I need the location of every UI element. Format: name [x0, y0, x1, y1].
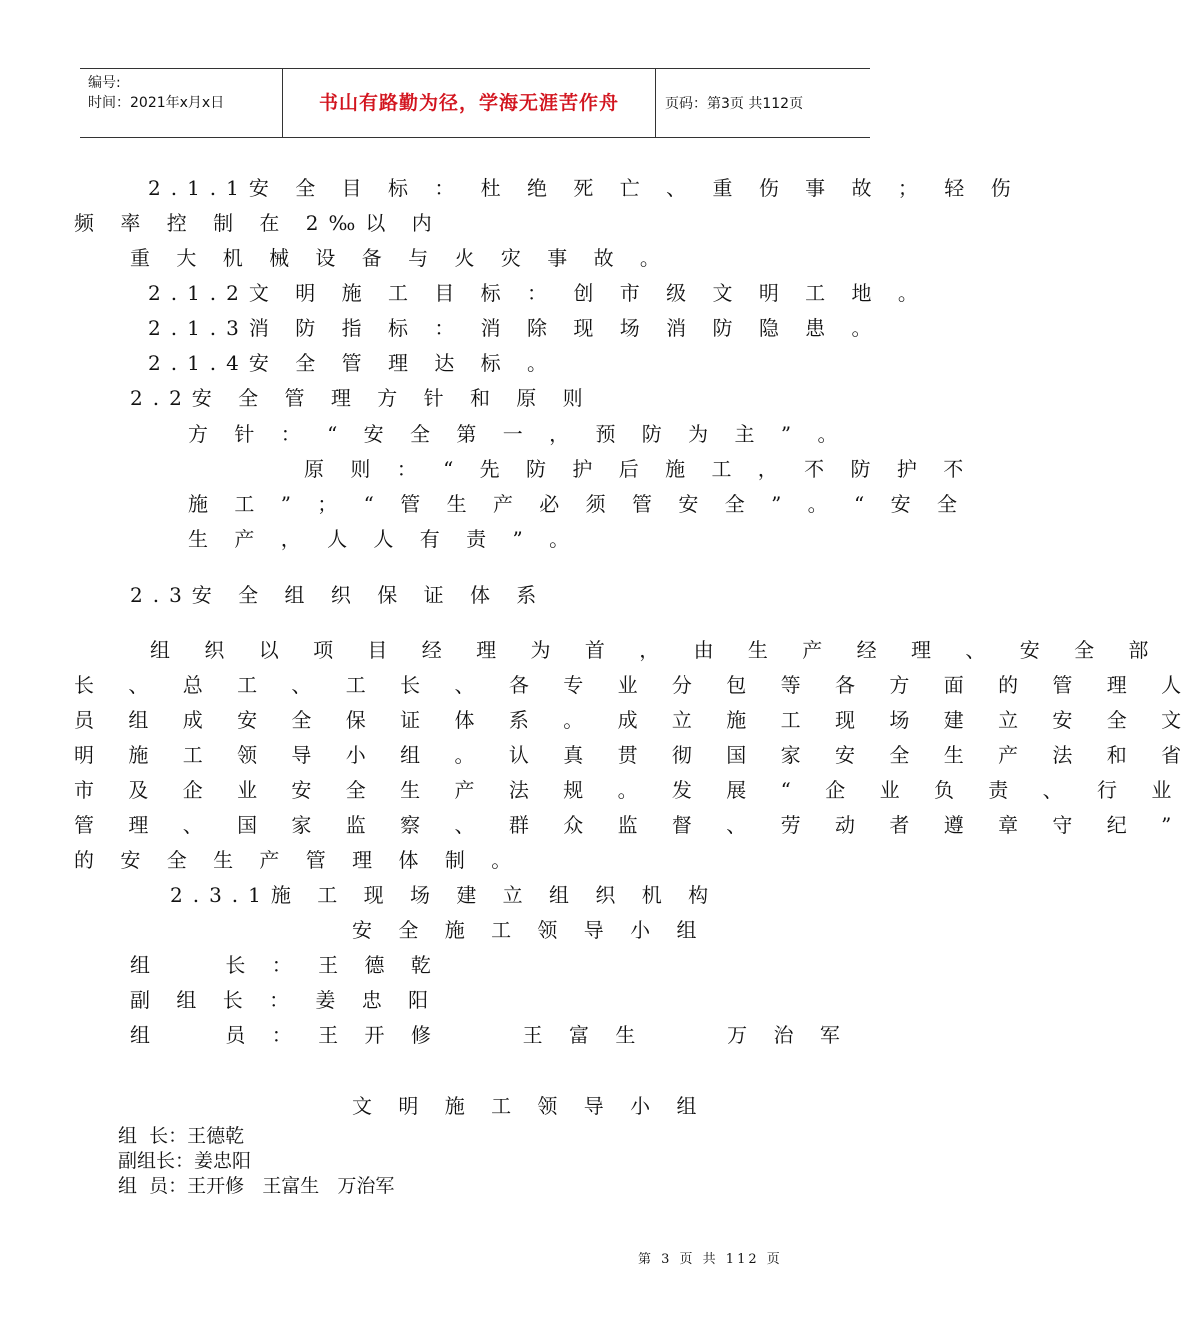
- header-page-info: 页码：第3页 共112页: [665, 96, 804, 112]
- text-line: 2.1.3消 防 指 标 ： 消 除 现 场 消 防 隐 患 。: [148, 316, 882, 340]
- group-title: 文 明 施 工 领 导 小 组: [352, 1094, 707, 1118]
- text-line: 频 率 控 制 在 2‰以 内: [74, 211, 442, 235]
- group-members: 组 员：王开修 王富生 万治军: [118, 1175, 395, 1197]
- group-title: 安 全 施 工 领 导 小 组: [352, 918, 707, 942]
- paragraph-line: 管 理 、 国 家 监 察 、 群 众 监 督 、 劳 动 者 遵 章 守 纪 ”: [74, 813, 1186, 837]
- text-line: 2.1.1安 全 目 标 ： 杜 绝 死 亡 、 重 伤 事 故 ； 轻 伤: [148, 176, 1021, 200]
- paragraph-line: 组 织 以 项 目 经 理 为 首 ， 由 生 产 经 理 、 安 全 部: [150, 638, 1163, 662]
- paragraph-line: 员 组 成 安 全 保 证 体 系 。 成 立 施 工 现 场 建 立 安 全 文: [74, 708, 1195, 732]
- text-line: 原 则 ： “ 先 防 护 后 施 工 ， 不 防 护 不: [304, 457, 974, 481]
- group-leader: 组 长 ： 王 德 乾: [130, 953, 441, 977]
- text-line: 重 大 机 械 设 备 与 火 灾 事 故 。: [130, 246, 670, 270]
- group-deputy: 副组长：姜忠阳: [118, 1150, 252, 1172]
- header-motto: 书山有路勤为径，学海无涯苦作舟: [318, 92, 619, 114]
- subsection-heading: 2.3.1施 工 现 场 建 立 组 织 机 构: [170, 883, 719, 907]
- text-line: 方 针 ： “ 安 全 第 一 ， 预 防 为 主 ” 。: [188, 422, 848, 446]
- text-line: 生 产 ， 人 人 有 责 ” 。: [188, 527, 580, 551]
- group-deputy: 副 组 长 ： 姜 忠 阳: [130, 988, 439, 1012]
- section-heading: 2.3安 全 组 织 保 证 体 系: [130, 583, 547, 607]
- paragraph-line: 市 及 企 业 安 全 生 产 法 规 。 发 展 “ 企 业 负 责 、 行 业: [74, 778, 1186, 802]
- number-label: 编号:: [88, 75, 121, 91]
- time-label: 时间：2021年x月x日: [88, 95, 225, 111]
- section-heading: 2.2安 全 管 理 方 针 和 原 则: [130, 386, 593, 410]
- paragraph-line: 长 、 总 工 、 工 长 、 各 专 业 分 包 等 各 方 面 的 管 理 人: [74, 673, 1195, 697]
- text-line: 施 工 ” ； “ 管 生 产 必 须 管 安 全 ” 。 “ 安 全: [188, 492, 967, 516]
- paragraph-line: 明 施 工 领 导 小 组 。 认 真 贯 彻 国 家 安 全 生 产 法 和 省: [74, 743, 1195, 767]
- header-left-cell: [88, 73, 224, 113]
- paragraph-line: 的 安 全 生 产 管 理 体 制 。: [74, 848, 522, 872]
- group-leader: 组 长：王德乾: [118, 1125, 245, 1147]
- footer-page-number: 第 3 页 共 112 页: [638, 1252, 783, 1267]
- header-divider-2: [655, 69, 656, 137]
- text-line: 2.1.4安 全 管 理 达 标 。: [148, 351, 558, 375]
- group-members: 组 员 ： 王 开 修 王 富 生 万 治 军: [130, 1023, 850, 1047]
- header-table: [80, 68, 870, 138]
- text-line: 2.1.2文 明 施 工 目 标 ： 创 市 级 文 明 工 地 。: [148, 281, 928, 305]
